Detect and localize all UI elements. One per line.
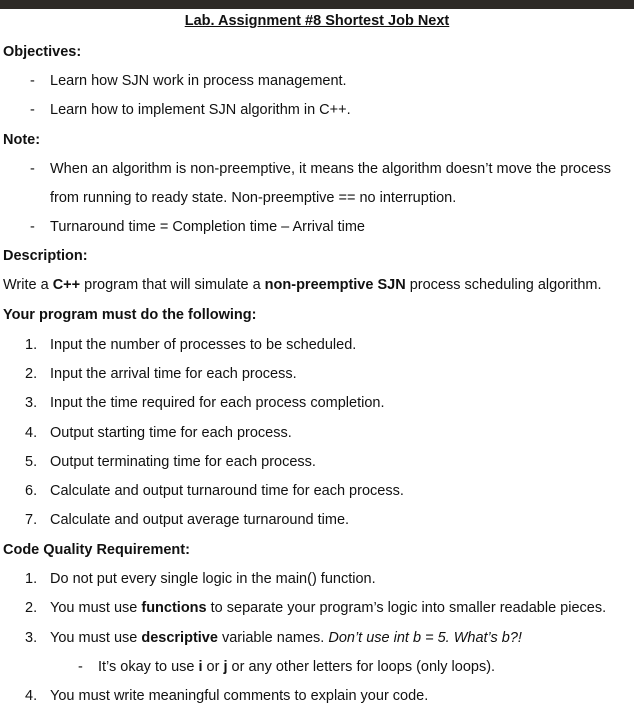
note-heading: Note: [3,132,41,148]
description-heading: Description: [3,248,88,264]
objectives-heading: Objectives: [3,44,82,60]
page-title: Lab. Assignment #8 Shortest Job Next [184,13,450,29]
requirements-heading: Your program must do the following: [3,307,257,323]
quality-heading: Code Quality Requirement: [3,542,190,558]
description-text: Write a C++ program that will simulate a non-preemptive SJN process scheduling algorithm. [3,277,602,293]
top-bar [0,0,634,9]
